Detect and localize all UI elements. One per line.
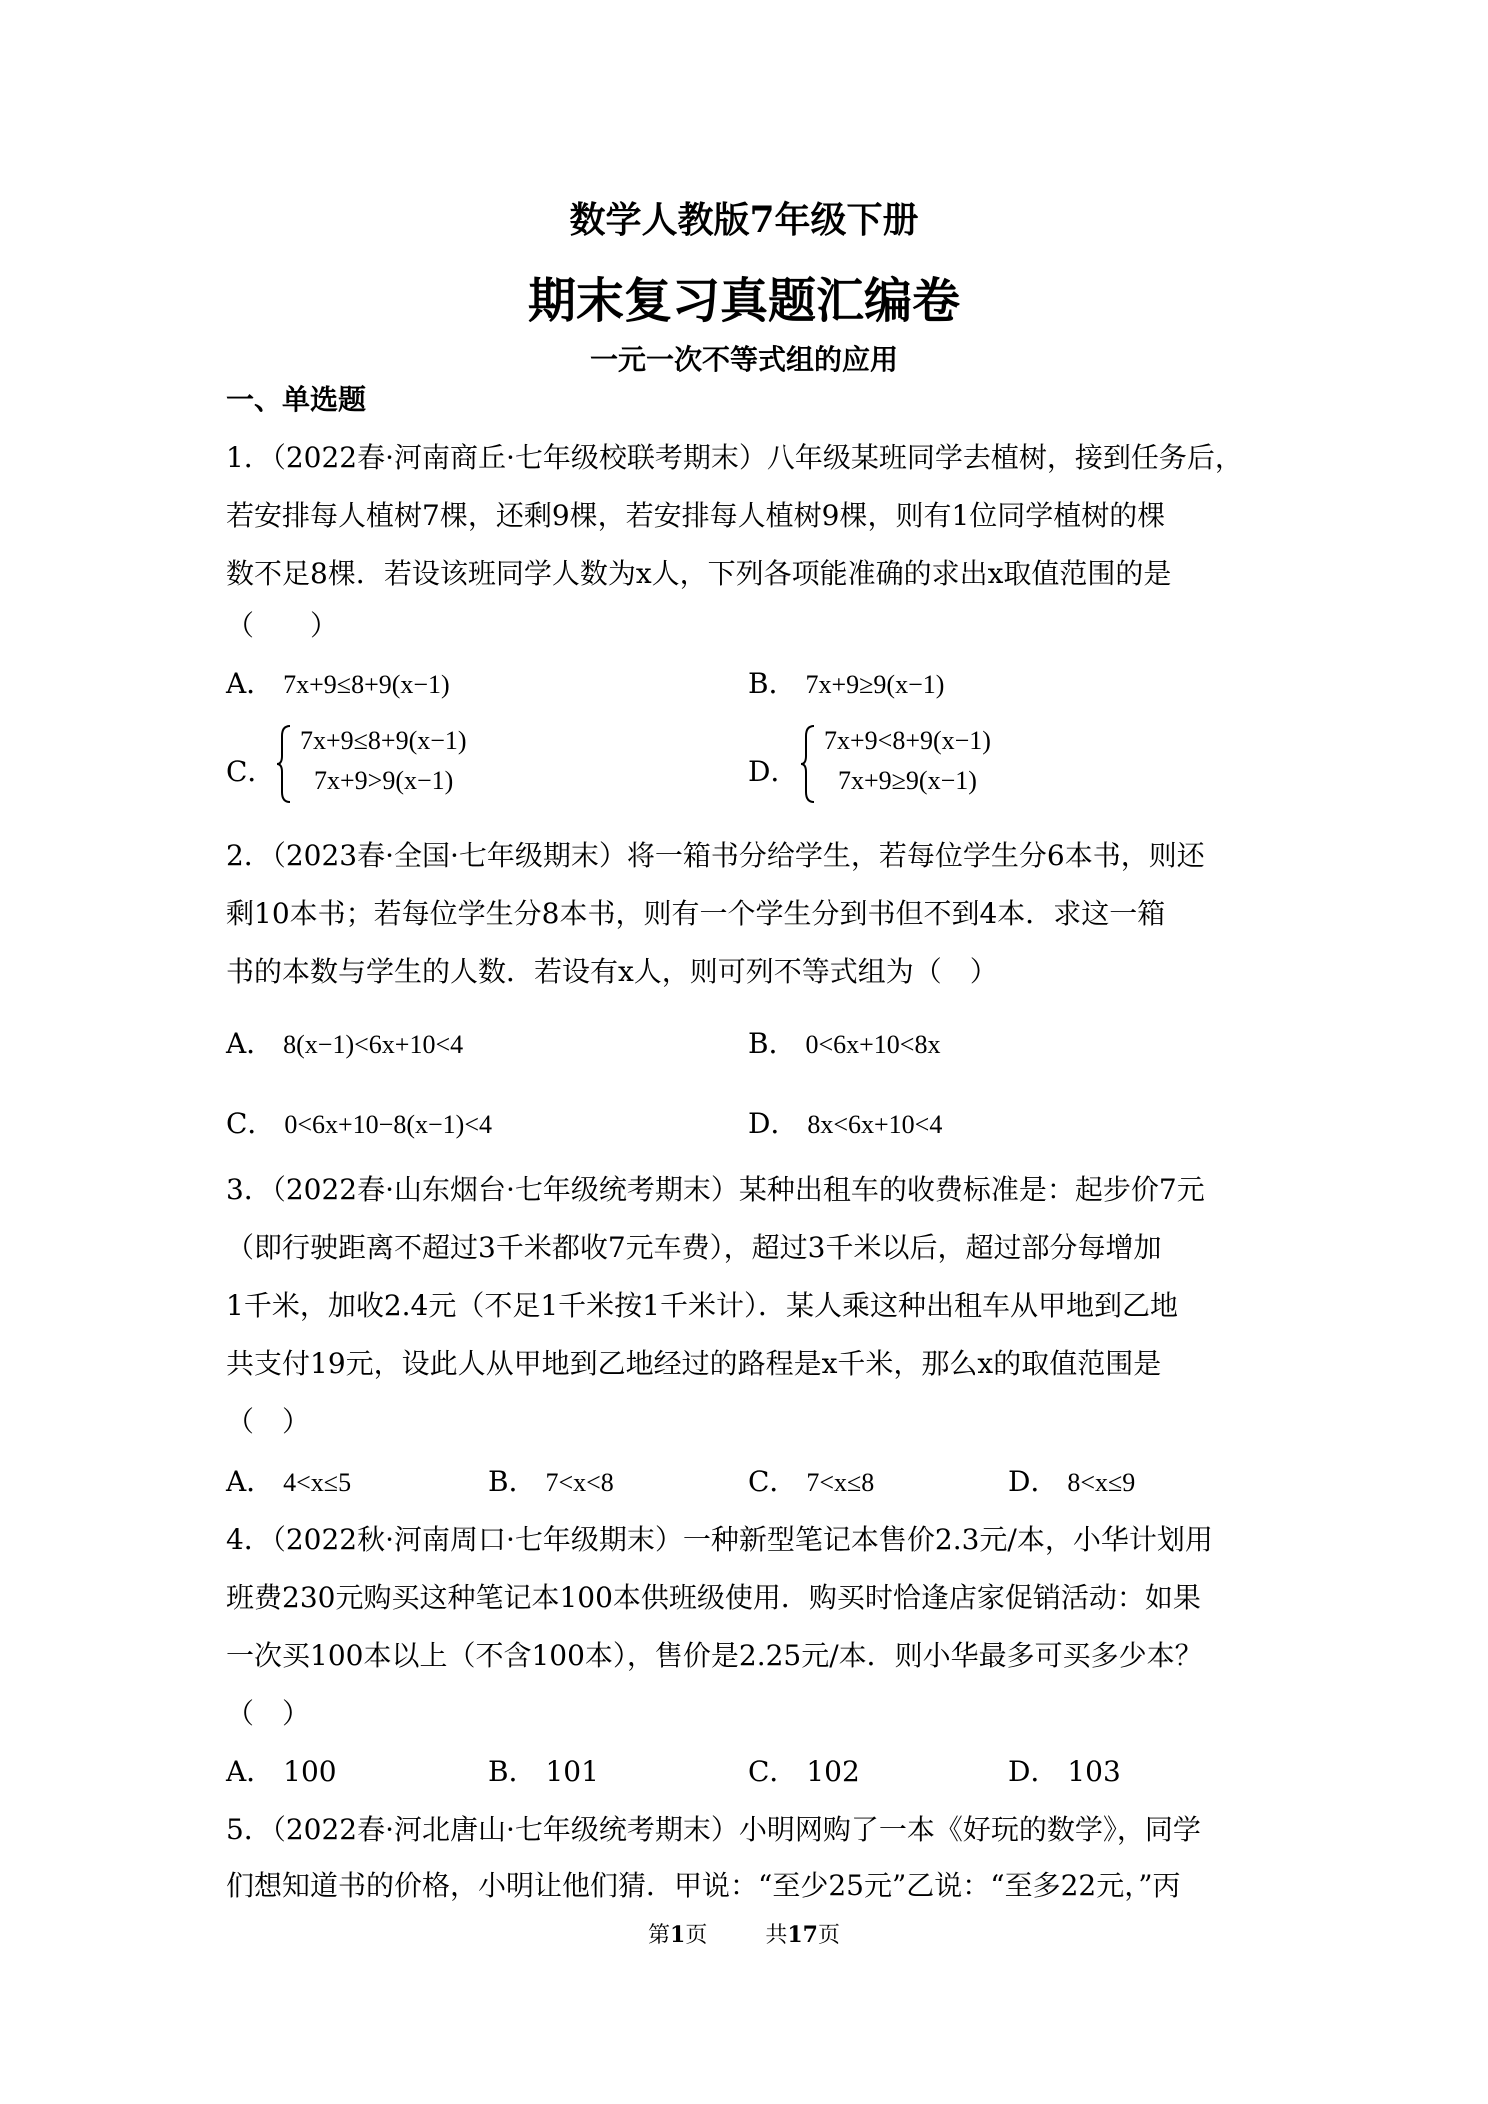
option-expr: 8<x≤9 [1067, 1468, 1136, 1497]
option-label: A． [226, 1027, 275, 1060]
q1-option-d-system [800, 724, 1100, 814]
question-1-line-2: 若安排每人植树7棵，还剩9棵，若安排每人植树9棵，则有1位同学植树的棵 [226, 499, 1166, 532]
option-expr: 100 [283, 1755, 337, 1788]
question-2-line-1: 2．（2023春·全国·七年级期末）将一箱书分给学生，若每位学生分6本书，则还 [226, 839, 1205, 872]
question-4-line-2: 班费230元购买这种笔记本100本供班级使用．购买时恰逢店家促销活动：如果 [226, 1581, 1201, 1614]
question-4-line-3: 一次买100本以上（不含100本），售价是2.25元/本．则小华最多可买多少本？ [226, 1639, 1203, 1672]
system-row-2: 7x+9>9(x−1) [314, 766, 454, 795]
question-3-line-3: 1千米，加收2.4元（不足1千米按1千米计）．某人乘这种出租车从甲地到乙地 [226, 1289, 1178, 1322]
option-label: D． [1008, 1755, 1059, 1788]
option-expr: 4<x≤5 [283, 1468, 352, 1497]
q4-option-b [488, 1752, 599, 1792]
q3-option-b [488, 1462, 614, 1503]
option-expr: 8(x−1)<6x+10<4 [283, 1030, 464, 1059]
option-label: B． [488, 1465, 537, 1498]
document-title: 数学人教版7年级下册 [569, 199, 919, 241]
system-row-1: 7x+9≤8+9(x−1) [300, 726, 467, 755]
q1-option-c-label: C． [226, 755, 276, 788]
total-pages: 17 [787, 1922, 818, 1948]
q1-option-a [226, 664, 450, 705]
option-expr: 7<x≤8 [806, 1468, 875, 1497]
question-2-line-3: 书的本数与学生的人数．若设有x人，则可列不等式组为（ ） [226, 955, 998, 988]
question-2-line-2: 剩10本书；若每位学生分8本书，则有一个学生分到书但不到4本．求这一箱 [226, 897, 1166, 930]
option-expr: 0<6x+10<8x [805, 1030, 941, 1059]
q3-option-d [1008, 1462, 1135, 1503]
document-topic: 一元一次不等式组的应用 [589, 343, 898, 376]
option-expr: 101 [545, 1755, 599, 1788]
q1-option-b [748, 664, 944, 705]
option-expr: 7x+9≤8+9(x−1) [283, 670, 450, 699]
option-label: D． [1008, 1465, 1059, 1498]
q4-option-c [748, 1752, 860, 1792]
q1-option-d-label: D． [748, 755, 799, 788]
brace-icon [800, 724, 818, 804]
question-1-line-3: 数不足8棵．若设该班同学人数为x人，下列各项能准确的求出x取值范围的是 [226, 557, 1172, 590]
question-5-line-1: 5．（2022春·河北唐山·七年级统考期末）小明网购了一本《好玩的数学》，同学 [226, 1813, 1201, 1846]
section-heading: 一、单选题 [226, 383, 367, 416]
option-expr: 7<x<8 [545, 1468, 614, 1497]
question-5-line-2: 们想知道书的价格，小明让他们猜．甲说：“至少25元”乙说：“至多22元，”丙 [226, 1869, 1181, 1902]
option-expr: 0<6x+10−8(x−1)<4 [284, 1110, 492, 1139]
q2-option-c [226, 1104, 492, 1145]
page-number: 1 [670, 1922, 686, 1948]
option-expr: 7x+9≥9(x−1) [805, 670, 945, 699]
page-prefix: 第 [648, 1923, 671, 1948]
question-3-line-4: 共支付19元，设此人从甲地到乙地经过的路程是x千米，那么x的取值范围是 [226, 1347, 1162, 1380]
question-4-line-4: （ ） [226, 1697, 311, 1730]
option-expr: 8x<6x+10<4 [807, 1110, 943, 1139]
q2-option-a [226, 1024, 463, 1065]
option-label: A． [226, 1465, 275, 1498]
option-label: A． [226, 667, 275, 700]
brace-icon [276, 724, 294, 804]
question-3-line-1: 3．（2022春·山东烟台·七年级统考期末）某种出租车的收费标准是：起步价7元 [226, 1173, 1205, 1206]
q2-option-b [748, 1024, 940, 1065]
option-expr: 102 [806, 1755, 860, 1788]
question-3-line-5: （ ） [226, 1405, 311, 1438]
system-row-1: 7x+9<8+9(x−1) [824, 726, 991, 755]
option-expr: 103 [1067, 1755, 1121, 1788]
option-label: B． [488, 1755, 537, 1788]
q3-option-a [226, 1462, 351, 1503]
q1-option-c-system [276, 724, 576, 814]
option-label: C． [748, 1755, 798, 1788]
q3-option-c [748, 1462, 874, 1503]
option-label: B． [748, 1027, 797, 1060]
question-1-line-4: （ ） [226, 609, 339, 642]
option-label: C． [226, 1107, 276, 1140]
page-suffix: 页 [685, 1923, 708, 1948]
total-prefix: 共 [765, 1923, 788, 1948]
system-row-2: 7x+9≥9(x−1) [838, 766, 977, 795]
q4-option-a [226, 1752, 337, 1792]
page-footer [0, 1920, 1488, 1951]
q4-option-d [1008, 1752, 1121, 1792]
document-subtitle: 期末复习真题汇编卷 [527, 273, 960, 329]
q2-option-d [748, 1104, 942, 1145]
question-3-line-2: （即行驶距离不超过3千米都收7元车费），超过3千米以后，超过部分每增加 [226, 1231, 1162, 1264]
total-suffix: 页 [817, 1923, 840, 1948]
question-4-line-1: 4．（2022秋·河南周口·七年级期末）一种新型笔记本售价2.3元/本，小华计划用 [226, 1523, 1213, 1556]
option-label: B． [748, 667, 797, 700]
option-label: A． [226, 1755, 275, 1788]
question-1-line-1: 1．（2022春·河南商丘·七年级校联考期末）八年级某班同学去植树，接到任务后， [226, 441, 1243, 474]
option-label: D． [748, 1107, 799, 1140]
option-label: C． [748, 1465, 798, 1498]
